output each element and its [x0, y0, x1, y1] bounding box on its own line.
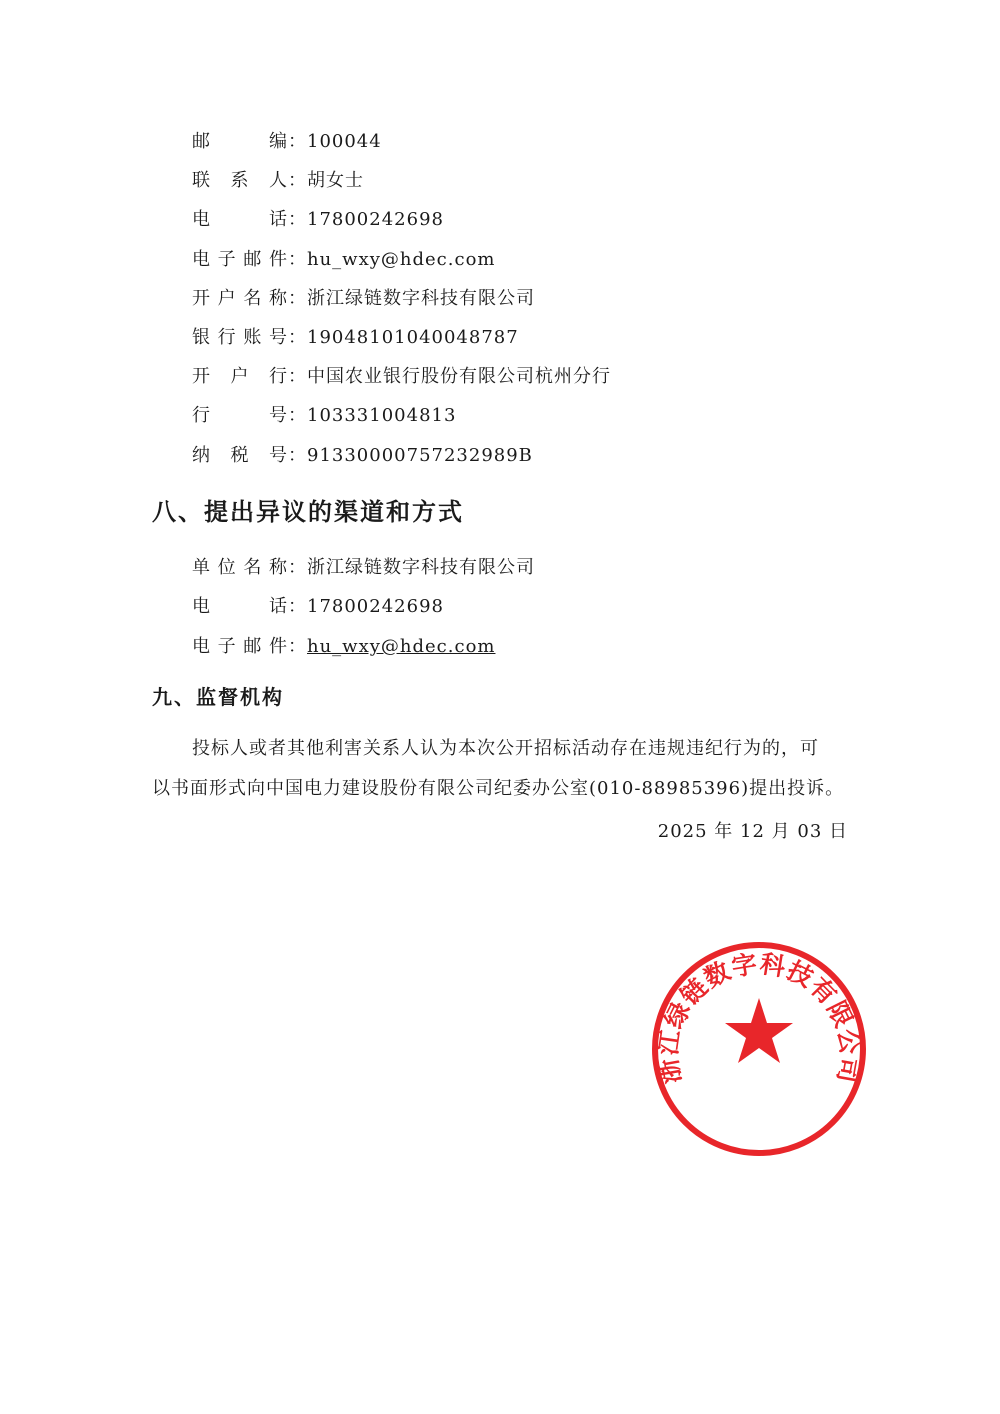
bank-label: 开 户 行 — [192, 366, 288, 387]
colon: ： — [288, 209, 307, 230]
supervision-line-2: 以书面形式向中国电力建设股份有限公司纪委办公室(010-88985396)提出投诉。 — [152, 778, 845, 799]
supervision-paragraph — [152, 729, 852, 809]
tax-number-row — [192, 444, 533, 468]
postcode-label: 邮 编 — [192, 131, 288, 152]
account-name-label: 开户名称 — [192, 288, 288, 309]
account-name-value: 浙江绿链数字科技有限公司 — [307, 288, 535, 309]
colon: ： — [288, 288, 307, 309]
unit-name-label: 单位名称 — [192, 557, 288, 578]
unit-name-value: 浙江绿链数字科技有限公司 — [307, 557, 535, 578]
seal-text: 浙江绿链数字科技有限公司 — [653, 949, 865, 1087]
account-name-row — [192, 287, 535, 311]
contact-person-value: 胡女士 — [307, 170, 364, 191]
colon: ： — [288, 445, 307, 466]
company-seal-stamp — [648, 938, 870, 1160]
bank-row — [192, 365, 611, 389]
colon: ： — [288, 131, 307, 152]
colon: ： — [288, 249, 307, 270]
document-date: 2025 年 12 月 03 日 — [657, 821, 848, 842]
colon: ： — [288, 327, 307, 348]
contact-person-label: 联 系 人 — [192, 170, 288, 191]
objection-phone-row — [192, 595, 444, 619]
seal-star-icon — [725, 998, 793, 1063]
bank-account-value: 19048101040048787 — [307, 327, 519, 348]
phone-row — [192, 208, 444, 232]
colon: ： — [288, 405, 307, 426]
objection-phone-value: 17800242698 — [307, 596, 444, 617]
postcode-value: 100044 — [307, 131, 382, 152]
bank-value: 中国农业银行股份有限公司杭州分行 — [307, 366, 611, 387]
objection-email-row — [192, 635, 495, 659]
objection-email-label: 电子邮件 — [192, 636, 288, 657]
phone-label: 电 话 — [192, 209, 288, 230]
email-row — [192, 248, 495, 272]
tax-number-value: 91330000757232989B — [307, 445, 533, 466]
bank-code-value: 103331004813 — [307, 405, 457, 426]
phone-value: 17800242698 — [307, 209, 444, 230]
postcode-row — [192, 130, 382, 154]
section8-title: 八、提出异议的渠道和方式 — [152, 498, 464, 526]
contact-person-row — [192, 169, 364, 193]
tax-number-label: 纳 税 号 — [192, 445, 288, 466]
colon: ： — [288, 557, 307, 578]
email-label: 电子邮件 — [192, 249, 288, 270]
supervision-line-1: 投标人或者其他利害关系人认为本次公开招标活动存在违规违纪行为的，可 — [192, 738, 819, 759]
bank-account-row — [192, 326, 519, 350]
email-value[interactable]: hu_wxy@hdec.com — [307, 249, 496, 270]
bank-account-label: 银行账号 — [192, 327, 288, 348]
bank-code-label: 行 号 — [192, 405, 288, 426]
unit-name-row — [192, 556, 535, 580]
colon: ： — [288, 636, 307, 657]
objection-phone-label: 电 话 — [192, 596, 288, 617]
objection-email-link[interactable]: hu_wxy@hdec.com — [307, 636, 496, 657]
colon: ： — [288, 366, 307, 387]
section9-title: 九、监督机构 — [152, 685, 284, 709]
colon: ： — [288, 596, 307, 617]
colon: ： — [288, 170, 307, 191]
bank-code-row — [192, 404, 456, 428]
